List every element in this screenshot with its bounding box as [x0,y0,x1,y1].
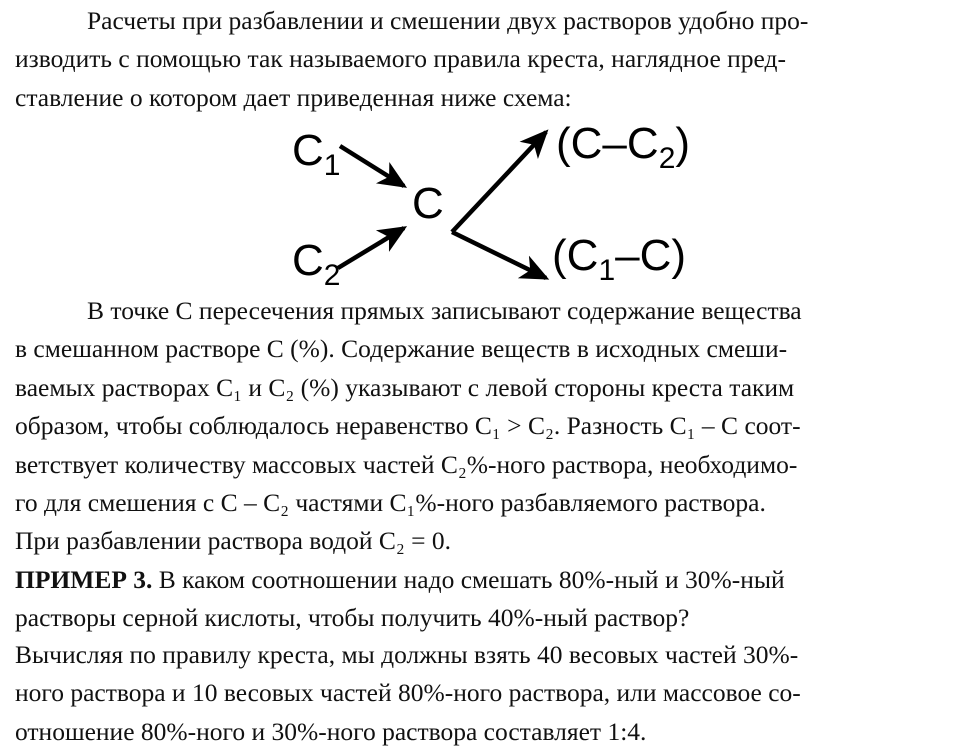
arrow-bottom-left-to-center [338,228,404,268]
paragraph-example [15,561,952,638]
rule-of-cross-diagram [0,110,965,290]
arrow-top-left-to-center [340,146,404,186]
explanation-line-4 [15,407,952,445]
intro-text-line-1: Расчеты при разбавлении и смешении двух растворов удобно про- [87,6,809,35]
explanation-line-2 [15,330,952,368]
answer-line-1 [15,636,952,674]
answer-line-2 [15,674,952,712]
diagram-label-top-right: $(C-C_2)$ [556,119,691,175]
explanation-line-3 [15,369,952,407]
diagram-label-center: C [412,179,444,228]
intro-text-line-2: изводить с помощью так называемого правила креста, наглядное пред- [15,44,786,74]
answer-text-line-3: отношение 80%-ного и 30%-ного раствора составляет 1:4. [15,716,647,746]
explanation-text-line-6: го для смешения с С – С₂ частями С₁%-ного разбавляемого раствора. [15,488,766,518]
example-question-line-1: В каком соотношении надо смешать 80%-ный и 30%-ный [158,565,785,594]
answer-text-line-1: Вычисляя по правилу креста, мы должны взять 40 весовых частей 30%- [15,640,799,669]
paragraph-explanation [15,292,952,561]
example-label: ПРИМЕР 3. [15,565,153,594]
example-line-1 [15,561,952,599]
diagram-label-top-left: $C_1$ [292,126,341,182]
explanation-text-line-7: При разбавлении раствора водой С₂ = 0. [15,526,452,556]
paragraph-answer [15,636,952,750]
paragraph-intro [15,2,952,117]
explanation-line-1 [15,292,952,330]
answer-line-3 [15,713,952,750]
answer-text-line-2: ного раствора и 10 весовых частей 80%-ного раствора, или массовое со- [15,678,801,708]
explanation-text-line-3: ваемых растворах С₁ и С₂ (%) указывают с левой стороны креста таким [15,372,795,402]
diagram-label-bottom-right: $(C_1-C)$ [552,231,687,287]
arrow-center-to-top-right [452,132,546,232]
explanation-line-6 [15,484,952,522]
example-line-2 [15,599,952,637]
intro-line-1 [15,2,952,40]
arrow-center-to-bottom-right [452,232,546,278]
example-question-line-2: растворы серной кислоты, чтобы получить 40%-ный раствор? [15,603,690,633]
explanation-text-line-5: ветствует количеству массовых частей С₂%-ного раствора, необходимо- [15,449,798,479]
diagram-label-bottom-left: $C_2$ [292,236,341,290]
explanation-text-line-1: В точке С пересечения прямых записывают содержание вещества [87,296,802,325]
intro-line-2 [15,40,952,78]
intro-text-line-3: ставление о котором дает приведенная ниже схема: [15,82,572,112]
explanation-line-5 [15,446,952,484]
explanation-text-line-4: образом, чтобы соблюдалось неравенство С₁ > С₂. Разность С₁ – С соот- [15,411,801,441]
explanation-text-line-2: в смешанном растворе С (%). Содержание веществ в исходных смеши- [15,334,788,364]
explanation-line-7 [15,522,952,560]
